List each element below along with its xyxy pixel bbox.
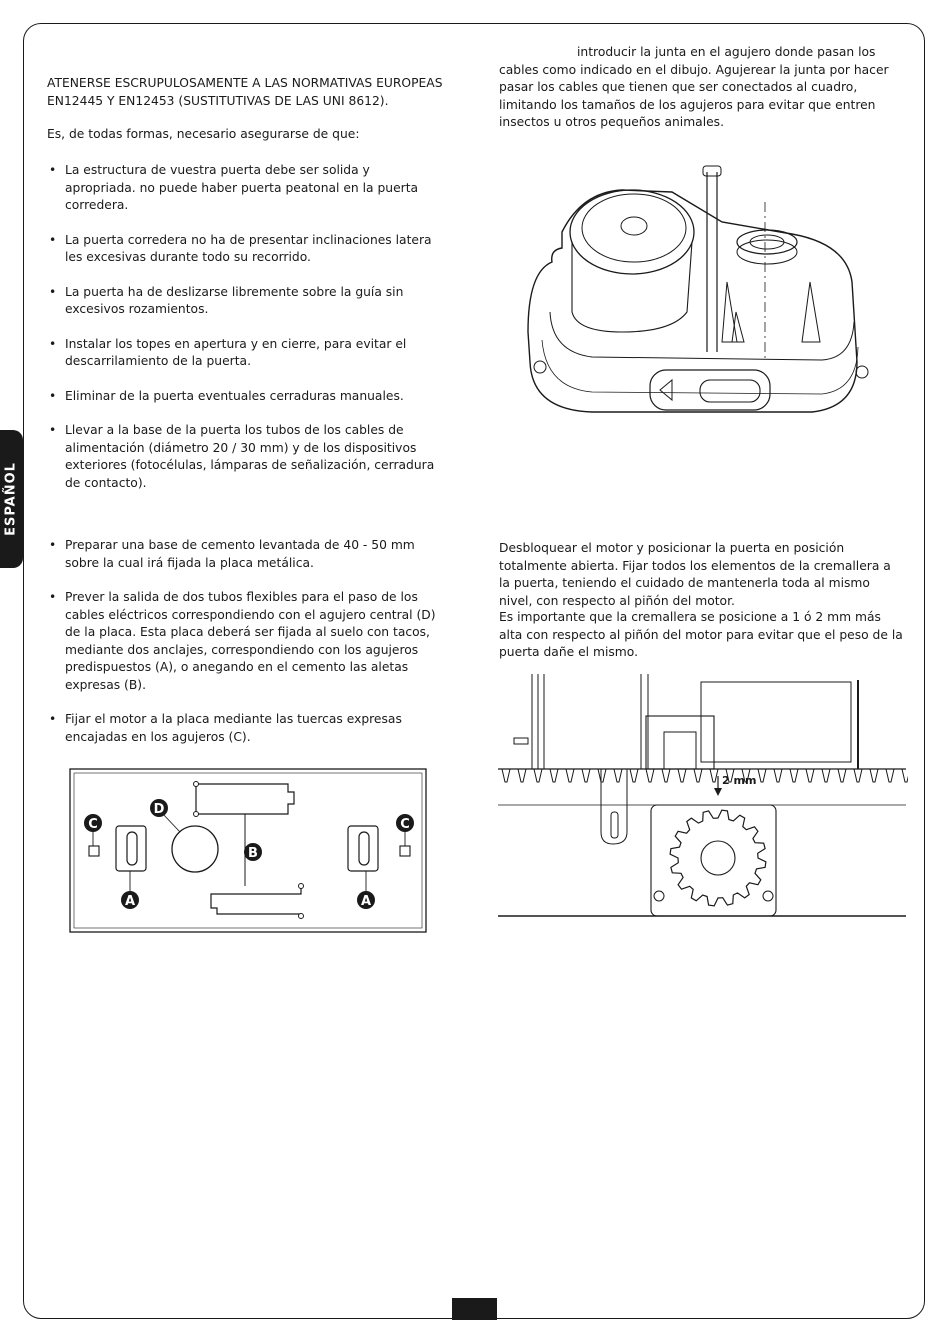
label-b: B (248, 846, 258, 861)
base-instructions (47, 537, 439, 763)
list-item: • Fijar el motor a la placa mediante las tuercas expresas encajadas en los agujeros (C). (47, 711, 439, 746)
label-c-left: C (88, 817, 98, 832)
norms-heading: ATENERSE ESCRUPULOSAMENTE A LAS NORMATIVAS EUROPEAS EN12445 Y EN12453 (SUSTITUTIVAS DE LAS UNI 8612). (47, 76, 443, 108)
list-item: • La estructura de vuestra puerta debe ser solida y apropriada. no puede haber puerta peatonal en la puerta corredera. (47, 162, 439, 215)
intro-text: Es, de todas formas, necesario asegurarse de que: (47, 127, 360, 141)
list-item: • La puerta corredera no ha de presentar inclinaciones latera les excesivas durante todo su recorrido. (47, 232, 439, 267)
list-item: • Preparar una base de cemento levantada de 40 - 50 mm sobre la cual irá fijada la placa metálica. (47, 537, 439, 572)
label-c-right: C (400, 817, 410, 832)
label-d: D (153, 802, 165, 817)
label-a-right: A (360, 894, 372, 909)
rack-clearance-text: Es importante que la cremallera se posicione a 1 ó 2 mm más alta con respecto al piñón del motor para evitar que el peso de la puerta dañe el mismo. (499, 610, 903, 659)
rack-mounting-text: Desbloquear el motor y posicionar la puerta en posición totalmente abierta. Fijar todos los elementos de la cremallera a la puerta, teniendo el cuidado de mantenerla toda al mismo nivel, con respecto al piñón del motor. (499, 541, 891, 608)
rack-pinion-illustration (496, 672, 908, 920)
gap-label: 2 mm (722, 774, 757, 787)
base-plate-diagram (68, 766, 430, 936)
motor-housing-illustration (522, 162, 887, 432)
page-number-block (452, 1298, 497, 1320)
list-item: • Prever la salida de dos tubos flexibles para el paso de los cables eléctricos correspondiendo con el agujero central (D) de la placa. Esta placa deberá ser fijada al suelo con tacos, mediante dos anclajes, correspondiendo con los agujeros predispuestos (A), o anegando en el cemento las aletas expresas (B). (47, 589, 439, 694)
list-item: • Instalar los topes en apertura y en cierre, para evitar el descarrilamiento de la puerta. (47, 336, 439, 371)
list-item: • Eliminar de la puerta eventuales cerraduras manuales. (47, 388, 439, 406)
list-item: • La puerta ha de deslizarse libremente sobre la guía sin excesivos rozamientos. (47, 284, 439, 319)
language-tab-label: ESPAÑOL (3, 462, 19, 536)
list-item: • Llevar a la base de la puerta los tubos de los cables de alimentación (diámetro 20 / 30 mm) y de los dispositivos exteriores (fotocélulas, lámparas de señalización, cerradura de contacto). (47, 422, 439, 492)
checklist (47, 162, 439, 509)
gasket-instructions: introducir la junta en el agujero donde pasan los cables como indicado en el dibujo. Agujerear la junta por hacer pasar los cables que tienen que ser conectados al cuadro, limitando los tamaños de los agujeros para evitar que entren insectos u otros pequeños animales. (499, 45, 889, 129)
label-a-left: A (124, 894, 136, 909)
